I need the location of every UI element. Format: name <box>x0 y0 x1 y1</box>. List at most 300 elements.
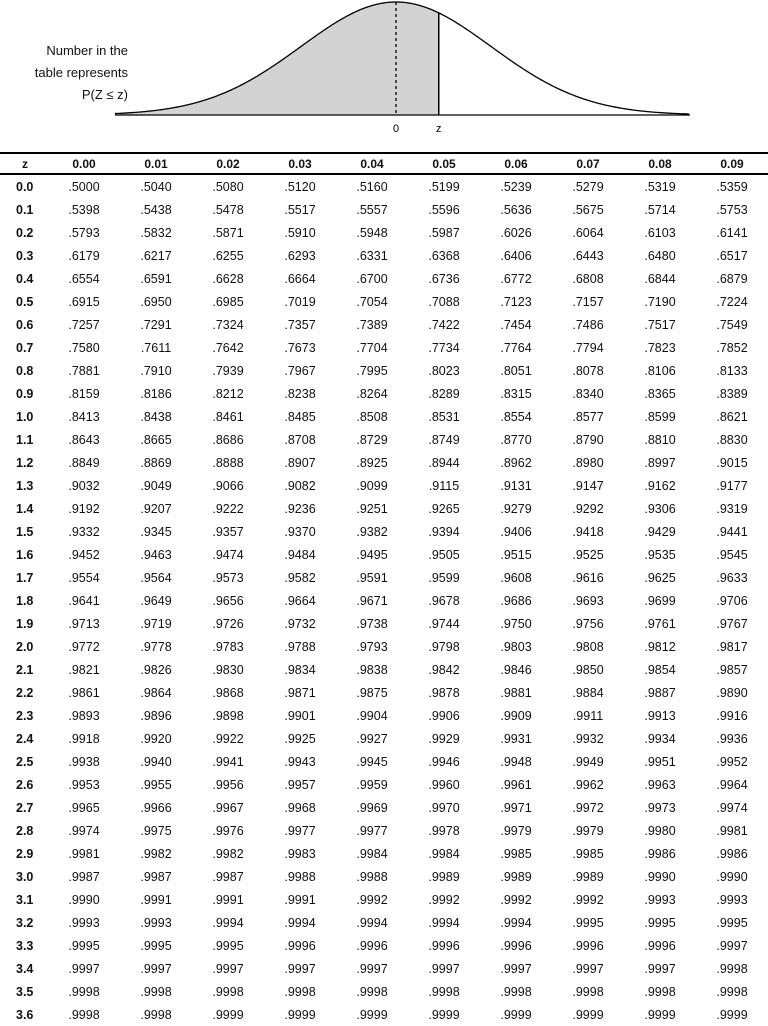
row-z-value: 2.5 <box>16 754 34 769</box>
table-cell: .9147 <box>572 478 604 493</box>
table-cell: .9713 <box>68 616 100 631</box>
table-cell: .9996 <box>284 938 316 953</box>
table-cell: .9938 <box>68 754 100 769</box>
table-cell: .8531 <box>428 409 460 424</box>
row-z-value: 3.0 <box>16 869 34 884</box>
table-cell: .9999 <box>284 1007 316 1022</box>
table-cell: .5120 <box>284 179 316 194</box>
table-cell: .9997 <box>716 938 748 953</box>
table-cell: .9251 <box>356 501 388 516</box>
table-cell: .9656 <box>212 593 244 608</box>
table-cell: .8907 <box>284 455 316 470</box>
table-cell: .9115 <box>428 478 460 493</box>
table-cell: .9999 <box>572 1007 604 1022</box>
table-cell: .9979 <box>500 823 532 838</box>
table-cell: .9857 <box>716 662 748 677</box>
table-cell: .9793 <box>356 639 388 654</box>
table-cell: .8106 <box>644 363 676 378</box>
table-cell: .9750 <box>500 616 532 631</box>
table-cell: .9319 <box>716 501 748 516</box>
table-cell: .6808 <box>572 271 604 286</box>
table-cell: .9495 <box>356 547 388 562</box>
table-cell: .9686 <box>500 593 532 608</box>
table-cell: .9911 <box>572 708 604 723</box>
table-cell: .7422 <box>428 317 460 332</box>
table-cell: .9989 <box>572 869 604 884</box>
table-cell: .5987 <box>428 225 460 240</box>
table-cell: .9967 <box>212 800 244 815</box>
table-cell: .6293 <box>284 248 316 263</box>
table-cell: .9986 <box>644 846 676 861</box>
table-cell: .7389 <box>356 317 388 332</box>
header-col: 0.04 <box>336 153 408 174</box>
table-cell: .8315 <box>500 386 532 401</box>
table-cell: .9767 <box>716 616 748 631</box>
table-cell: .9177 <box>716 478 748 493</box>
header-col: 0.00 <box>48 153 120 174</box>
table-cell: .8078 <box>572 363 604 378</box>
table-cell: .9993 <box>644 892 676 907</box>
table-row <box>0 336 768 359</box>
table-row <box>0 658 768 681</box>
table-row <box>0 704 768 727</box>
header-col: 0.07 <box>552 153 624 174</box>
header-z: z <box>0 153 48 174</box>
table-header-row <box>0 153 768 174</box>
table-cell: .9998 <box>140 984 172 999</box>
table-cell: .9931 <box>500 731 532 746</box>
table-cell: .9999 <box>644 1007 676 1022</box>
table-cell: .9932 <box>572 731 604 746</box>
table-cell: .6217 <box>140 248 172 263</box>
figure-header <box>0 0 768 145</box>
table-cell: .8729 <box>356 432 388 447</box>
table-cell: .9394 <box>428 524 460 539</box>
table-cell: .6331 <box>356 248 388 263</box>
table-cell: .9999 <box>716 1007 748 1022</box>
table-row <box>0 267 768 290</box>
table-cell: .9515 <box>500 547 532 562</box>
table-cell: .9971 <box>500 800 532 815</box>
table-cell: .9706 <box>716 593 748 608</box>
table-cell: .9887 <box>644 685 676 700</box>
table-row <box>0 428 768 451</box>
table-cell: .9066 <box>212 478 244 493</box>
table-cell: .9192 <box>68 501 100 516</box>
table-cell: .9981 <box>68 846 100 861</box>
table-cell: .8186 <box>140 386 172 401</box>
table-cell: .9996 <box>500 938 532 953</box>
table-cell: .9956 <box>212 777 244 792</box>
table-cell: .6480 <box>644 248 676 263</box>
row-z-value: 1.9 <box>16 616 34 631</box>
table-cell: .9920 <box>140 731 172 746</box>
table-cell: .8997 <box>644 455 676 470</box>
table-cell: .9995 <box>716 915 748 930</box>
table-cell: .9783 <box>212 639 244 654</box>
table-cell: .9573 <box>212 570 244 585</box>
table-cell: .9441 <box>716 524 748 539</box>
table-cell: .9981 <box>716 823 748 838</box>
table-cell: .9772 <box>68 639 100 654</box>
table-cell: .9995 <box>140 938 172 953</box>
table-cell: .9997 <box>428 961 460 976</box>
table-cell: .9968 <box>284 800 316 815</box>
table-cell: .7019 <box>284 294 316 309</box>
table-cell: .9992 <box>572 892 604 907</box>
table-cell: .9207 <box>140 501 172 516</box>
table-cell: .9382 <box>356 524 388 539</box>
row-z-value: 3.3 <box>16 938 34 953</box>
table-cell: .9973 <box>644 800 676 815</box>
table-cell: .5675 <box>572 202 604 217</box>
table-cell: .7673 <box>284 340 316 355</box>
table-cell: .9998 <box>716 984 748 999</box>
row-z-value: 0.6 <box>16 317 34 332</box>
table-cell: .8749 <box>428 432 460 447</box>
table-cell: .9846 <box>500 662 532 677</box>
row-z-value: 0.0 <box>16 179 34 194</box>
table-cell: .9996 <box>428 938 460 953</box>
table-cell: .9821 <box>68 662 100 677</box>
table-cell: .9929 <box>428 731 460 746</box>
table-cell: .9991 <box>212 892 244 907</box>
table-cell: .9993 <box>68 915 100 930</box>
table-cell: .9082 <box>284 478 316 493</box>
table-cell: .9972 <box>572 800 604 815</box>
table-cell: .7967 <box>284 363 316 378</box>
table-cell: .9989 <box>500 869 532 884</box>
row-z-value: 2.7 <box>16 800 34 815</box>
table-row <box>0 727 768 750</box>
table-cell: .9901 <box>284 708 316 723</box>
table-cell: .9633 <box>716 570 748 585</box>
table-row <box>0 612 768 635</box>
table-row <box>0 681 768 704</box>
table-row <box>0 819 768 842</box>
table-cell: .9995 <box>572 915 604 930</box>
shaded-area <box>115 2 439 115</box>
table-cell: .9997 <box>356 961 388 976</box>
table-row <box>0 474 768 497</box>
table-cell: .9279 <box>500 501 532 516</box>
table-cell: .9452 <box>68 547 100 562</box>
table-cell: .9995 <box>68 938 100 953</box>
table-row <box>0 750 768 773</box>
table-cell: .9984 <box>428 846 460 861</box>
table-cell: .9099 <box>356 478 388 493</box>
table-row <box>0 198 768 221</box>
table-row <box>0 543 768 566</box>
row-z-value: 0.8 <box>16 363 34 378</box>
table-cell: .9505 <box>428 547 460 562</box>
table-cell: .9982 <box>140 846 172 861</box>
table-cell: .8340 <box>572 386 604 401</box>
table-cell: .9998 <box>644 984 676 999</box>
table-cell: .8686 <box>212 432 244 447</box>
table-cell: .9890 <box>716 685 748 700</box>
table-cell: .7995 <box>356 363 388 378</box>
table-cell: .6736 <box>428 271 460 286</box>
table-cell: .9484 <box>284 547 316 562</box>
table-cell: .6772 <box>500 271 532 286</box>
row-z-value: 1.8 <box>16 593 34 608</box>
table-cell: .8508 <box>356 409 388 424</box>
table-cell: .9998 <box>68 984 100 999</box>
table-cell: .9131 <box>500 478 532 493</box>
table-cell: .9222 <box>212 501 244 516</box>
table-cell: .9927 <box>356 731 388 746</box>
table-cell: .7764 <box>500 340 532 355</box>
table-cell: .9990 <box>68 892 100 907</box>
table-cell: .9719 <box>140 616 172 631</box>
table-cell: .9817 <box>716 639 748 654</box>
table-row <box>0 497 768 520</box>
table-cell: .9525 <box>572 547 604 562</box>
table-cell: .9975 <box>140 823 172 838</box>
table-row <box>0 842 768 865</box>
row-z-value: 1.3 <box>16 478 34 493</box>
table-cell: .9991 <box>140 892 172 907</box>
table-cell: .9535 <box>644 547 676 562</box>
table-cell: .8365 <box>644 386 676 401</box>
table-cell: .7852 <box>716 340 748 355</box>
table-cell: .9898 <box>212 708 244 723</box>
table-cell: .9474 <box>212 547 244 562</box>
table-cell: .9949 <box>572 754 604 769</box>
table-row <box>0 635 768 658</box>
table-cell: .9738 <box>356 616 388 631</box>
table-cell: .8708 <box>284 432 316 447</box>
table-row <box>0 796 768 819</box>
table-cell: .7454 <box>500 317 532 332</box>
table-cell: .9671 <box>356 593 388 608</box>
table-cell: .9838 <box>356 662 388 677</box>
table-cell: .8133 <box>716 363 748 378</box>
table-cell: .9985 <box>500 846 532 861</box>
table-row <box>0 865 768 888</box>
table-cell: .9998 <box>572 984 604 999</box>
table-cell: .9429 <box>644 524 676 539</box>
table-cell: .6103 <box>644 225 676 240</box>
table-cell: .9850 <box>572 662 604 677</box>
table-cell: .9997 <box>284 961 316 976</box>
table-cell: .9957 <box>284 777 316 792</box>
table-cell: .8264 <box>356 386 388 401</box>
caption-line-3: P(Z ≤ z) <box>81 87 128 102</box>
table-cell: .9418 <box>572 524 604 539</box>
table-cell: .9997 <box>68 961 100 976</box>
table-cell: .9678 <box>428 593 460 608</box>
table-cell: .9990 <box>644 869 676 884</box>
table-cell: .6064 <box>572 225 604 240</box>
table-cell: .9970 <box>428 800 460 815</box>
table-cell: .9864 <box>140 685 172 700</box>
row-z-value: 1.4 <box>16 501 34 516</box>
table-cell: .9999 <box>500 1007 532 1022</box>
table-cell: .9994 <box>500 915 532 930</box>
row-z-value: 0.9 <box>16 386 34 401</box>
table-cell: .8554 <box>500 409 532 424</box>
table-cell: .7357 <box>284 317 316 332</box>
table-cell: .8621 <box>716 409 748 424</box>
table-cell: .8810 <box>644 432 676 447</box>
table-cell: .9992 <box>356 892 388 907</box>
table-cell: .8438 <box>140 409 172 424</box>
table-cell: .8577 <box>572 409 604 424</box>
table-cell: .9934 <box>644 731 676 746</box>
standard-normal-table <box>0 152 768 1026</box>
table-cell: .9649 <box>140 593 172 608</box>
table-cell: .8869 <box>140 455 172 470</box>
table-cell: .9998 <box>428 984 460 999</box>
table-cell: .7224 <box>716 294 748 309</box>
table-cell: .9854 <box>644 662 676 677</box>
table-cell: .8770 <box>500 432 532 447</box>
z-table-container <box>0 152 768 1026</box>
table-row <box>0 980 768 1003</box>
row-z-value: 0.1 <box>16 202 34 217</box>
table-cell: .9049 <box>140 478 172 493</box>
table-cell: .9641 <box>68 593 100 608</box>
table-cell: .9977 <box>356 823 388 838</box>
table-cell: .8289 <box>428 386 460 401</box>
table-cell: .9997 <box>140 961 172 976</box>
row-z-value: 2.1 <box>16 662 34 677</box>
table-cell: .9032 <box>68 478 100 493</box>
row-z-value: 2.4 <box>16 731 34 746</box>
row-z-value: 0.4 <box>16 271 34 286</box>
table-cell: .7054 <box>356 294 388 309</box>
mean-label: 0 <box>392 123 400 135</box>
table-cell: .9406 <box>500 524 532 539</box>
table-cell: .9946 <box>428 754 460 769</box>
table-cell: .9834 <box>284 662 316 677</box>
table-cell: .5398 <box>68 202 100 217</box>
table-cell: .9994 <box>428 915 460 930</box>
row-z-value: 1.5 <box>16 524 34 539</box>
table-cell: .9936 <box>716 731 748 746</box>
table-cell: .9963 <box>644 777 676 792</box>
table-cell: .9986 <box>716 846 748 861</box>
table-cell: .9987 <box>68 869 100 884</box>
table-cell: .7486 <box>572 317 604 332</box>
table-cell: .9842 <box>428 662 460 677</box>
table-cell: .9893 <box>68 708 100 723</box>
row-z-value: 0.7 <box>16 340 34 355</box>
table-cell: .9994 <box>284 915 316 930</box>
header-col: 0.09 <box>696 153 768 174</box>
table-cell: .9984 <box>356 846 388 861</box>
table-cell: .9995 <box>212 938 244 953</box>
table-row <box>0 1003 768 1026</box>
table-cell: .9960 <box>428 777 460 792</box>
table-cell: .9990 <box>716 869 748 884</box>
table-cell: .5279 <box>572 179 604 194</box>
table-cell: .9951 <box>644 754 676 769</box>
table-cell: .9357 <box>212 524 244 539</box>
row-z-value: 1.0 <box>16 409 34 424</box>
table-cell: .9976 <box>212 823 244 838</box>
table-cell: .9998 <box>716 961 748 976</box>
table-cell: .6950 <box>140 294 172 309</box>
table-row <box>0 221 768 244</box>
table-cell: .9993 <box>140 915 172 930</box>
table-cell: .9994 <box>356 915 388 930</box>
table-cell: .9997 <box>644 961 676 976</box>
table-row <box>0 911 768 934</box>
table-cell: .5948 <box>356 225 388 240</box>
table-cell: .5239 <box>500 179 532 194</box>
table-cell: .5753 <box>716 202 748 217</box>
table-cell: .8212 <box>212 386 244 401</box>
table-cell: .9803 <box>500 639 532 654</box>
table-cell: .7190 <box>644 294 676 309</box>
table-cell: .9265 <box>428 501 460 516</box>
table-row <box>0 382 768 405</box>
row-z-value: 2.9 <box>16 846 34 861</box>
table-cell: .9966 <box>140 800 172 815</box>
table-cell: .9995 <box>644 915 676 930</box>
table-cell: .9878 <box>428 685 460 700</box>
table-cell: .7704 <box>356 340 388 355</box>
table-cell: .5557 <box>356 202 388 217</box>
table-cell: .5910 <box>284 225 316 240</box>
table-cell: .6628 <box>212 271 244 286</box>
table-cell: .8159 <box>68 386 100 401</box>
table-cell: .9999 <box>428 1007 460 1022</box>
row-z-value: 1.6 <box>16 547 34 562</box>
table-cell: .9292 <box>572 501 604 516</box>
row-z-value: 2.3 <box>16 708 34 723</box>
table-cell: .5199 <box>428 179 460 194</box>
table-cell: .9699 <box>644 593 676 608</box>
table-cell: .9979 <box>572 823 604 838</box>
table-cell: .8830 <box>716 432 748 447</box>
table-cell: .9778 <box>140 639 172 654</box>
table-cell: .9616 <box>572 570 604 585</box>
table-cell: .7734 <box>428 340 460 355</box>
row-z-value: 0.2 <box>16 225 34 240</box>
table-cell: .9162 <box>644 478 676 493</box>
table-cell: .9564 <box>140 570 172 585</box>
table-row <box>0 520 768 543</box>
table-cell: .5359 <box>716 179 748 194</box>
row-z-value: 1.2 <box>16 455 34 470</box>
table-cell: .9918 <box>68 731 100 746</box>
table-cell: .9582 <box>284 570 316 585</box>
row-z-value: 2.2 <box>16 685 34 700</box>
table-cell: .5871 <box>212 225 244 240</box>
table-cell: .9955 <box>140 777 172 792</box>
table-cell: .9756 <box>572 616 604 631</box>
table-cell: .6879 <box>716 271 748 286</box>
table-cell: .5517 <box>284 202 316 217</box>
table-cell: .9988 <box>356 869 388 884</box>
table-cell: .9732 <box>284 616 316 631</box>
table-cell: .9826 <box>140 662 172 677</box>
table-cell: .9997 <box>212 961 244 976</box>
table-cell: .5438 <box>140 202 172 217</box>
table-cell: .9830 <box>212 662 244 677</box>
header-col: 0.08 <box>624 153 696 174</box>
table-cell: .9996 <box>356 938 388 953</box>
table-cell: .8925 <box>356 455 388 470</box>
table-cell: .5319 <box>644 179 676 194</box>
table-cell: .9985 <box>572 846 604 861</box>
table-cell: .9969 <box>356 800 388 815</box>
table-cell: .9726 <box>212 616 244 631</box>
